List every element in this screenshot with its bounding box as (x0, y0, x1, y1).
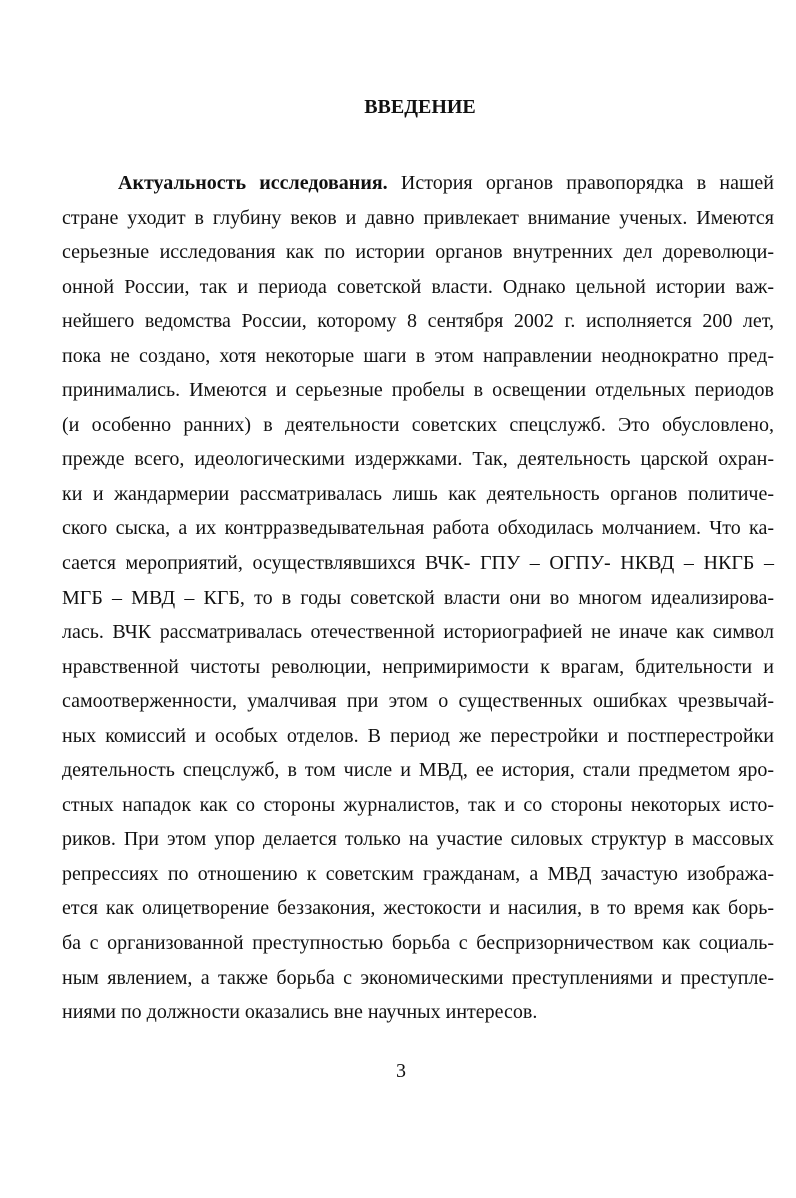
text-line: пока не создано, хотя некоторые шаги в этом направлении неоднократно пред- (62, 344, 774, 367)
text-line: серьезные исследования как по истории органов внутренних дел дореволюци- (62, 241, 774, 264)
text-line: стране уходит в глубину веков и давно привлекает внимание ученых. Имеются (62, 206, 774, 229)
page-heading: ВВЕДЕНИЕ (364, 96, 476, 118)
lead-bold-phrase: Актуальность исследования. (118, 172, 388, 194)
text-line: принимались. Имеются и серьезные пробелы в освещении отдельных периодов (62, 379, 774, 402)
text-line-content: История органов правопорядка в нашей (387, 172, 774, 194)
text-line: (и особенно ранних) в деятельности советских спецслужб. Это обусловлено, (62, 413, 774, 436)
text-line: нравственной чистоты революции, непримиримости к врагам, бдительности и (62, 655, 774, 678)
text-line: сается мероприятий, осуществлявшихся ВЧК- ГПУ – ОГПУ- НКВД – НКГБ – (62, 552, 774, 575)
text-line: ки и жандармерии рассматривалась лишь как деятельность органов политиче- (62, 482, 774, 505)
text-line: ных комиссий и особых отделов. В период же перестройки и постперестройки (62, 724, 774, 747)
text-line: ба с организованной преступностью борьба с беспризорничеством как социаль- (62, 932, 774, 955)
text-line: риков. При этом упор делается только на участие силовых структур в массовых (62, 828, 774, 851)
text-line: нейшего ведомства России, которому 8 сентября 2002 г. исполняется 200 лет, (62, 310, 774, 333)
text-line: деятельность спецслужб, в том числе и МВД, ее история, стали предметом яро- (62, 759, 774, 782)
text-line: стных нападок как со стороны журналистов, так и со стороны некоторых исто- (62, 793, 774, 816)
text-line: репрессиях по отношению к советским гражданам, а МВД зачастую изобража- (62, 862, 774, 885)
text-line: самоотверженности, умалчивая при этом о существенных ошибках чрезвычай- (62, 690, 774, 713)
body-paragraph (62, 166, 774, 1030)
text-line: ниями по должности оказались вне научных интересов. (62, 1001, 538, 1024)
text-line: ным явлением, а также борьба с экономическими преступлениями и преступле- (62, 966, 774, 989)
text-line: МГБ – МВД – КГБ, то в годы советской власти они во многом идеализирова- (62, 586, 774, 609)
text-line: ского сыска, а их контрразведывательная работа обходилась молчанием. Что ка- (62, 517, 774, 540)
text-line (62, 166, 774, 201)
text-line: прежде всего, идеологическими издержками. Так, деятельность царской охран- (62, 448, 774, 471)
text-line: онной России, так и периода советской власти. Однако цельной истории важ- (62, 275, 774, 298)
text-line: лась. ВЧК рассматривалась отечественной историографией не иначе как символ (62, 621, 774, 644)
page-number: 3 (396, 1060, 406, 1082)
text-line: ется как олицетворение беззакония, жестокости и насилия, в то время как борь- (62, 897, 774, 920)
